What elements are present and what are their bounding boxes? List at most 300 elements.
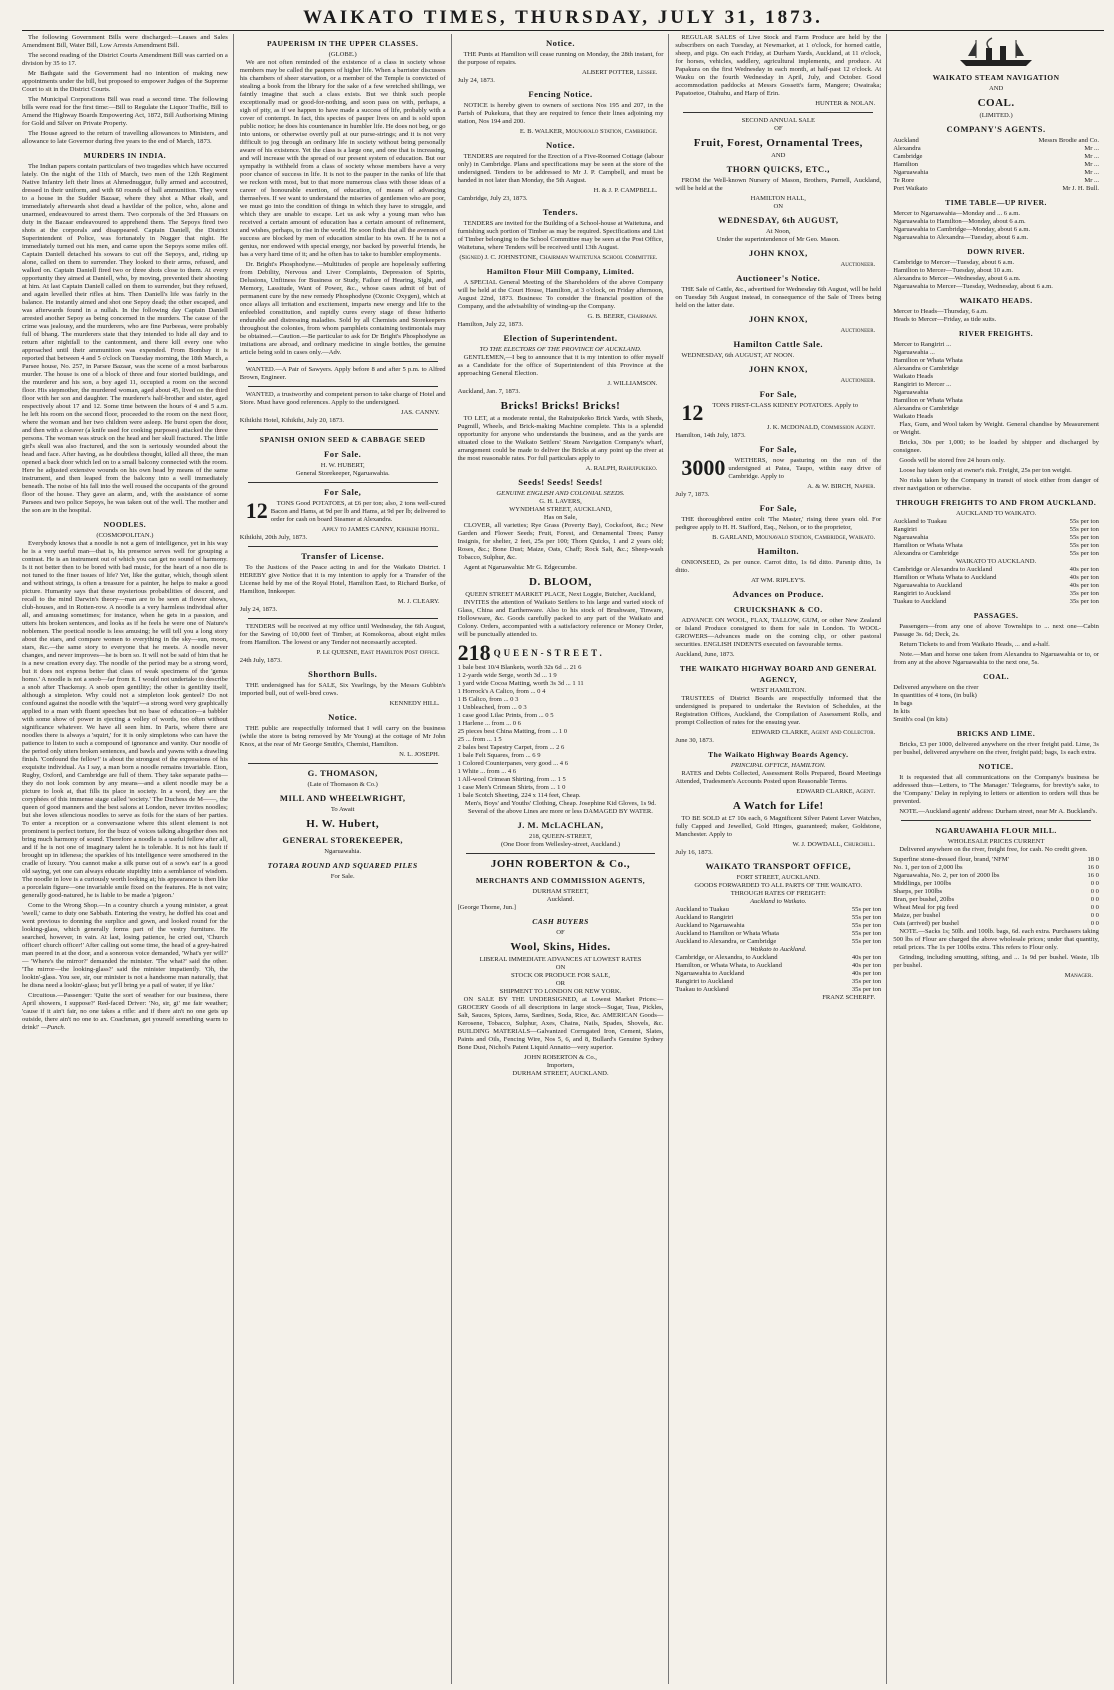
- kennedy-signature: KENNEDY HILL.: [389, 700, 440, 707]
- bloom-address: QUEEN STREET MARKET PLACE, Next Loggie, Butcher, Auckland,: [465, 591, 656, 598]
- through-row-label: Cambridge or Alexandra to Auckland: [893, 566, 993, 573]
- agent-row-label: Te Rore: [893, 177, 915, 184]
- garland-signature: B. GARLAND, Mounavalo Station, Cambridge, Waikato.: [712, 534, 876, 541]
- dowdall-date: July 16, 1873.: [675, 849, 713, 856]
- johnstone-signature: (Signed) J. C. JOHNSTONE, Chairman Waitetuna School Committee.: [459, 254, 658, 261]
- coal-price-heading: COAL.: [983, 672, 1010, 681]
- mill-heading: MILL AND WHEELWRIGHT,: [279, 793, 406, 803]
- regular-sales: REGULAR SALES of Live Stock and Farm Produce are held by the subscribers on each Tuesday, at Newmarket, at 1 o'clock, for horned cattle, sheep, and pigs. On each Friday, at Durham Yards, Auckland, at 11 o'clock, for horses, vehicles, saddlery, agricultural implements, and produce. At Papakura on the first Wednesday in each month, at half-past 12 o'clock. At Wauku on the fourth Wednesday in April, July, and October. Good accommodation paddocks at Messrs Gossett's farm, Mangere; Owairaka; Papatoetoe, Otahuhu, and Harp of Erin.: [675, 34, 882, 97]
- auctioneer: Auctioneer.: [840, 261, 876, 268]
- price-row: [893, 912, 1099, 920]
- price-row: [893, 856, 1099, 864]
- flour-mill-heading: Hamilton Flour Mill Company, Limited.: [486, 267, 635, 276]
- through-row-value: 55s per ton: [1069, 550, 1099, 557]
- quesne-date: 24th July, 1873.: [239, 657, 282, 664]
- agent-row-label: Hamilton: [893, 161, 919, 168]
- down-river-item: Cambridge to Mercer—Tuesday, about 6 a.m.: [893, 259, 1015, 266]
- second-annual: SECOND ANNUAL SALE: [741, 117, 815, 124]
- kidney-num: 12: [681, 400, 704, 425]
- rate-row-value: 55s per ton: [851, 938, 882, 945]
- agent-row: [893, 153, 1099, 161]
- freight-item: Mercer to Rangiriri ...: [893, 341, 952, 348]
- freight-item: Hamilton or Whata Whata: [893, 397, 963, 404]
- seeds-text: CLOVER, all varieties; Rye Grass (Poverty Bay), Cocksfoot, &c.; New Garden and Flower Seeds; Fruit, Forest, and Ornamental Trees; Pansy Insignis, for shelter, 2 feet, 25s per 100; Thorn Quicks, 1 and 2 years old; Roses, &c.; Bone Dust; Maize, Oats, Chaff; Rock Salt, &c.; Sheep-wash Tobacco, Sulphur, &c.: [457, 522, 664, 561]
- queen-street-item: 1 White ... from ... 4 6: [457, 768, 517, 775]
- parliament-paragraph: Mr Bathgate said the Government had no intention of making new appointments under the bill, but proposed to empower Judges of the Supreme Court to sit in the District Courts.: [22, 70, 228, 93]
- bricks-text: TO LET, at a moderate rental, the Rahuipukeko Brick Yards, with Sheds, Pugmill, Wheels, and Brick-making Machine complete. This is a splendid opportunity for anyone who understands the business, and as the yards are situated close to the Waikato Settlers' Steam Navigation Company's wharf, arrangement could be made to deliver the Bricks at any point up the river at the most reasonable rates. For full particulars apply to: [457, 415, 664, 462]
- clarke-signature-2: EDWARD CLARKE, Agent.: [796, 788, 876, 795]
- kidney-text: [675, 400, 881, 425]
- down-river-item: Ngaruawahia to Mercer—Tuesday, Wednesday, about 6 a.m.: [893, 283, 1053, 290]
- hunter-signature: HUNTER & NOLAN.: [815, 100, 876, 107]
- wrong-shop-text: Come to the Wrong Shop.—In a country church a young minister, a great 'swell,' came to duty one Sabbath. Entering the vestry, he doffed his coat and went previous to donning the surplice and gown, and looked round for the looking-glass, which generally forms part of the vestry furniture. He searched, however, in vain. At last, losing patience, he cried out, 'Church officer! church officer!' After calling out some time, the head of a grey-haired man peered in at the door, and a sonorous voice demanded, 'What's yer will?' — 'Where's the mirror?' demanded the minister. 'The what?' said the other. 'The mirror—the looking-glass?' said the minister impatiently. 'Oh, the lookin'-glass. You see, sir, our minister is not a handsome man naturally, that he disna need a lookin'-glass; but ye'll bring ye a pail of water, if ye like.': [22, 902, 228, 989]
- queen-street-item: 1 Harlene ... from ... 0 6: [457, 720, 521, 727]
- up-river-item: Ngaruawahia to Alexandra—Tuesday, about 6 a.m.: [893, 234, 1029, 241]
- mclachlan-near: (One Door from Wellesley-street, Auckland.): [500, 841, 621, 848]
- rate-row-value: 40s per ton: [851, 954, 882, 961]
- price-row-label: Ngaruawahia, No. 2, per ton of 2000 lbs: [893, 872, 1000, 879]
- kidney-body: TONS FIRST-CLASS KIDNEY POTATOES. Apply to: [712, 402, 859, 409]
- wethers-for-sale: For Sale,: [759, 444, 797, 454]
- lavers-address: WYNDHAM STREET, AUCKLAND,: [509, 506, 612, 513]
- column-4: [675, 34, 887, 1684]
- divider: [248, 361, 438, 362]
- through-row-label: Rangiriri to Auckland: [893, 590, 951, 597]
- rate-row: [675, 986, 881, 994]
- knox-name-2: JOHN KNOX,: [748, 314, 808, 324]
- coal-heading: COAL.: [977, 97, 1015, 109]
- freight-item: Alexandra or Cambridge: [893, 365, 959, 372]
- auctioneer-2: Auctioneer.: [840, 327, 876, 334]
- goods-stored: Goods will be stored free 24 hours only.: [899, 457, 1005, 464]
- lime-heading: BRICKS AND LIME.: [956, 729, 1036, 738]
- through-row-value: 35s per ton: [1069, 598, 1099, 605]
- stock: STOCK OR PRODUCE FOR SALE,: [510, 972, 610, 979]
- agent-row-label: Auckland: [893, 137, 919, 144]
- canny-signature: JAS. CANNY.: [401, 409, 440, 416]
- freight-item: Ngaruawahia: [893, 389, 929, 396]
- freight-item: Ngaruawahia ...: [893, 349, 935, 356]
- queen-street-item: 1 Unbleached, from ... 0 3: [457, 704, 527, 711]
- clarke-date: June 30, 1873.: [675, 737, 714, 744]
- price-row-label: Middlings, per 100lbs: [893, 880, 952, 887]
- circuitous-text: [22, 992, 228, 1032]
- price-row: [893, 864, 1099, 872]
- or: OR: [555, 980, 566, 987]
- through-row: [893, 518, 1099, 526]
- cattle-sale-text: WEDNESDAY, 6th AUGUST, AT NOON.: [681, 352, 795, 359]
- wethers-num: 3000: [681, 455, 726, 480]
- hamilton-heading: Hamilton.: [757, 546, 800, 556]
- rate-row-label: Ngaruawahia to Auckland: [675, 970, 745, 977]
- apply-canny: Apply to JAMES CANNY, Kihikihi Hotel.: [321, 526, 440, 533]
- of: OF: [556, 929, 565, 936]
- rate-row-label: Auckland to Alexandra, or Cambridge: [675, 938, 777, 945]
- price-list: [893, 856, 1099, 928]
- manager-signature: Manager.: [1064, 972, 1093, 979]
- through-row: [893, 566, 1099, 574]
- noodles-source: (COSMOPOLITAN.): [96, 532, 154, 539]
- wool-skins: Wool, Skins, Hides.: [510, 941, 611, 953]
- and: AND: [771, 152, 786, 159]
- queen-street-item: 1 yard wide Cocoa Matting, worth 3s 3d ... 1 11: [457, 680, 584, 687]
- queen-street-item: 25 pieces best China Matting, from ... 1 0: [457, 728, 568, 735]
- freight-item: Alexandra or Cambridge: [893, 405, 959, 412]
- queen-street-item: 1 case Men's Crimean Shirts, from ... 1 0: [457, 784, 566, 791]
- price-row: [893, 896, 1099, 904]
- freight-item: Rangiriri to Mercer ...: [893, 381, 952, 388]
- rate-row-label: Auckland to Ngaruawahia: [675, 922, 745, 929]
- tenders-text: TENDERS will be received at my office until Wednesday, the 6th August, for the Sawing of 10,000 feet of Timber, at Komokoroa, about eight miles from Hamilton. The lowest or any Tender not necessarily accepted.: [239, 623, 446, 646]
- through-row-label: Ngaruawahia to Auckland: [893, 582, 963, 589]
- note-3: NOTE.—Sacks 1s; 50lb. and 100lb. bags, 6d. each extra. Purchasers taking 500 lbs of Flour are charged the above wholesale prices; under that quantity, retail prices. The 1s per 100lbs extra. This refers to Flour only.: [893, 928, 1099, 951]
- through-row-value: 35s per ton: [1069, 590, 1099, 597]
- onions-text: ONIONSEED, 2s per ounce. Carrot ditto, 1s 6d ditto. Parsnip ditto, 1s ditto.: [675, 559, 882, 574]
- agent-row-label: Port Waikato: [893, 185, 928, 192]
- through-row-value: 40s per ton: [1069, 574, 1099, 581]
- price-row-value: 0 0: [1090, 904, 1099, 911]
- ralph-signature: A. RALPH, Rahuipukeko.: [585, 465, 658, 472]
- rate-row-label: Rangiriri to Auckland: [675, 978, 733, 985]
- freights-heading: RIVER FREIGHTS.: [958, 329, 1034, 338]
- queen-street-item: 25 ... from ... 1 5: [457, 736, 502, 743]
- price-row-label: Oats (arrived) per bushel: [893, 920, 959, 927]
- thomason-late: (Late of Thomason & Co.): [307, 781, 378, 788]
- williamson-signature: J. WILLIAMSON.: [607, 380, 658, 387]
- through-row: [893, 590, 1099, 598]
- bloom-text: INVITES the attention of Waikato Settlers to his large and varied stock of Glass, China and Earthenware. Also to his stock of Brushware, Tinware, Hollowware, &c. Goods carefully packed to any part of the Waikato and Colony. Orders, accompanied with a satisfactory reference or Money Order, will be punctually attended to.: [457, 599, 664, 638]
- wanted-sawyers: WANTED.—A Pair of Sawyers. Apply before 8 and after 5 p.m. to Alfred Brown, Engineer.: [239, 366, 446, 381]
- up-river-item: Mercer to Ngaruawahia—Monday and ... 6 a.m.: [893, 210, 1021, 217]
- fencing-text: NOTICE is hereby given to owners of sections Nos 195 and 207, in the Parish of Pukekura, that they are required to fence their lines adjoining my station, Nos 194 and 200.: [457, 102, 664, 125]
- cottage-heading: Notice.: [545, 140, 575, 150]
- lavers-name: G. H. LAVERS,: [539, 498, 582, 505]
- through-row-value: 55s per ton: [1069, 526, 1099, 533]
- kidney-for-sale: For Sale,: [759, 389, 797, 399]
- wanted-hotel: WANTED, a trustworthy and competent person to take charge of Hotel and Store. Must have good references. Apply to the undersigned.: [239, 391, 446, 406]
- potatoes-num: 12: [245, 498, 268, 523]
- note-text: Note.—Man and horse one taken from Alexandra to Ngaruawahia or to, or from any at the above Ngaruawahia to the next one, 5s.: [893, 651, 1099, 666]
- queen-street-item: 1 case good Lilac Prints, from ... 0 5: [457, 712, 554, 719]
- note-2: NOTE.—Auckland agents' address: Durham street, near Mr A. Buckland's.: [899, 808, 1098, 815]
- through-row-label: Ngaruawahia: [893, 534, 929, 541]
- ripley: AT WM. RIPLEY'S.: [751, 577, 806, 584]
- shorthorn-text: THE undersigned has for SALE, Six Yearlings, by the Messrs Gubbin's imported bull, out of well-bred cows.: [239, 682, 446, 697]
- wednesday: WEDNESDAY, 6th AUGUST,: [718, 215, 839, 225]
- divider: [248, 618, 438, 619]
- and: AND: [988, 85, 1004, 92]
- queen-street-item: 1 Horrock's A Calico, from ... 0 4: [457, 688, 546, 695]
- pauperism-heading: PAUPERISM IN THE UPPER CLASSES.: [267, 39, 419, 48]
- murders-text: The Indian papers contain particulars of two tragedies which have occurred lately. On the night of the 11th of March, two men of the 12th Regiment Native Infantry left their lines at Ahmednuggur, fully armed and accoutred, dressed in their uniform, and with 60 rounds of ball ammunition. They went to a house in the Sudder Bazaar, where they shot a Mhar ekali, and immediately afterwards shot dead a havildar of the police, who, alone and unarmed, endeavoured to arrest them. Two corporals of the 3rd Hussars on duty in the Bazaar endeavoured to apprehend them. The Sepoys fired two shots at the corporals and disappeared. Captain Daniell, the District Superintendent of Police, was fortunately in Nugger that night. He immediately turned out his men, and came upon the Sepoys some miles off. Captain Daniell detached his sowars to cut off the Sepoys, and, riding up alone, called on them to surrender. They looked to their arms, refused, and walked on. Captain Daniell fired two or three shots close to them. At every opportunity they aimed at Daniell, who, by moving, prevented their shooting at him. At last Captain Daniell called on them to surrender, but they refused, and again levelled their rifles at him. Then Daniell's life was fairly in the balance. He instantly aimed and shot one Sepoy dead; the other escaped, and was afterwards found in a nullah. In the following day Captain Daniell arrested another Sepoy as being concerned in the murders. The cause of the crime was jealousy, and the murderers, who are fine Purbeeas, were probably full of bhang. The murderers state that they intended to hide all day and to return after nightfall to the cantonment, and there kill every one who approached until their ammunition was expended. From Bombay it is reported that between 4 and 5 o'clock on Tuesday morning, the 18th March, a Parsee house, No. 257, in Parsee Bazaar, was the scene of a most barbarous murder. The house is one of a block of three and four storied buildings, and the murderer and his son, a boy aged 11, occupied a room on the second floor. His stepmother, the murdered woman, aged about 45, lived on the third floor with her son and daughter. The murderer's half-brother and sister, aged respectively about 17 and 12. Some time between the hours of 4 and 5 a.m. he left his room on the second floor, proceeded to the room on the next floor, where the woman and her two children were asleep. He burst open the door, and then with a cleaver (a knife used for cooking purposes) attacked the three persons. The woman was struck on the head and her skull fractured. The little girl's skull was also fractured, and the son is seriously wounded about the head and face. After having, as he doubtless thought, killed all three, the man opened a back door which led on to a small balcony connected with the room. Here he adjusted extensive wounds on his own head by means of the same instrument, and then leaped from the balcony into a well immediately beneath. The noise of his fall into the well roused the occupants of the ground floor of the house. They gave an alarm, and, with the assistance of some Parsees and two police Sepoys, he was taken out of the well. The mother and the son are in the hospital.: [22, 163, 228, 514]
- column-5: [893, 34, 1104, 1684]
- master-for-sale: For Sale,: [759, 503, 797, 513]
- genuine-seeds: GENUINE ENGLISH AND COLONIAL SEEDS.: [496, 490, 625, 497]
- cash-buyers: CASH BUYERS: [532, 917, 589, 926]
- on: ON: [555, 964, 566, 971]
- agent-row-value: Messrs Brodie and Co.: [1038, 137, 1099, 144]
- rate-row-value: 55s per ton: [851, 922, 882, 929]
- rate-row: [675, 954, 881, 962]
- through-row-label: Auckland to Tuakau: [893, 518, 947, 525]
- through-row-value: 40s per ton: [1069, 566, 1099, 573]
- wethers-text: [675, 457, 881, 481]
- queen-street-header: [458, 642, 664, 664]
- bricks-heading: Bricks! Bricks! Bricks!: [500, 400, 621, 412]
- hubert-title: General Storekeeper, Ngaruawahia.: [295, 470, 390, 477]
- notice-text: THE public are respectfully informed that I will carry on the business (while the store is being removed by Mr Young) at the cottage of Mr John Knox, at the rear of Mr George Smith's, Chemist, Hamilton.: [239, 725, 446, 748]
- price-row: [893, 880, 1099, 888]
- masthead: WAIKATO TIMES, THURSDAY, JULY 31, 1873.: [22, 6, 1104, 31]
- agent-row-value: Mr J. H. Bull.: [1062, 185, 1099, 192]
- master-text: THE thoroughbred entire colt 'The Master,' rising three years old. For pedigree apply to H. H. Stafford, Esq., Nelson, or to the proprietor,: [675, 516, 882, 531]
- through-row: [893, 542, 1099, 550]
- passages-text: Passengers—from any one of above Townships to ... next one—Cabin Passage 3s. 6d; Deck, 2s.: [893, 623, 1099, 638]
- murders-heading: MURDERS IN INDIA.: [83, 151, 167, 160]
- west-hamilton: WEST HAMILTON.: [750, 687, 807, 694]
- advances-text: ADVANCE ON WOOL, FLAX, TALLOW, GUM, or other New Zealand or Island Produce consigned to them for sale in London. To WOOL-GROWERS—Advances made on the coming clip, or other pastoral securities. ENGLISH INDENTS executed on favourable terms.: [675, 617, 882, 648]
- price-row-value: 0 0: [1090, 920, 1099, 927]
- birch-signature: A. & W. BIRCH, Napier.: [807, 483, 876, 490]
- license-text: To the Justices of the Peace acting in and for the Waikato District. I HEREBY give Notice that it is my intention to apply for a Transfer of the License held by me of the Royal Hotel, Hamilton East, to Richard Burke, of Hamilton, Innkeeper.: [239, 564, 446, 595]
- heads-heading: WAIKATO HEADS.: [959, 296, 1033, 305]
- importers: Importers,: [546, 1062, 575, 1069]
- cleary-signature: M. J. CLEARY.: [397, 598, 440, 605]
- coal-item: Smith's coal (in kits): [893, 716, 948, 723]
- gen-store: GENERAL STOREKEEPER,: [282, 835, 404, 845]
- price-row-value: 0 0: [1090, 888, 1099, 895]
- of: OF: [774, 125, 783, 132]
- agent-row: [893, 145, 1099, 153]
- lime-text: Bricks, £3 per 1000, delivered anywhere on the river freight paid. Lime, 3s per bushel, delivered anywhere on the river, freight paid; bags, 1s each extra.: [893, 741, 1099, 756]
- down-river-item: Alexandra to Mercer—Wednesday, about 6 a.m.: [893, 275, 1021, 282]
- heads-item: Heads to Mercer—Friday, as tide suits.: [893, 316, 997, 323]
- auctioneer-notice-text: THE Sale of Cattle, &c., advertised for Wednesday 6th August, will be held on Tuesday 5th August instead, in consequence of the Sale of Trees being held on the latter date.: [675, 286, 882, 309]
- scherff-signature: FRANZ SCHERFF.: [822, 994, 876, 1001]
- divider: [248, 386, 438, 387]
- goods-forwarded: GOODS FORWARDED TO ALL PARTS OF THE WAIKATO.: [694, 882, 863, 889]
- watch-heading: A Watch for Life!: [732, 800, 824, 812]
- rate-row-value: 55s per ton: [851, 906, 882, 913]
- price-row: [893, 872, 1099, 880]
- parliament-paragraph: The second reading of the District Courts Amendment Bill was carried on a division by 35 to 17.: [22, 52, 228, 67]
- ngaruawahia: Ngaruawahia.: [324, 848, 362, 855]
- superintendence: Under the superintendence of Mr Geo. Mason.: [716, 236, 840, 243]
- sale-text: ON SALE BY THE UNDERSIGNED, at Lowest Market Prices:—GROCERY Goods of all descriptions in large stock—Sugar, Teas, Pickles, Salt, Sauces, Spices, Jams, Sardines, Soda, Rice, &c. AMERICAN Goods—Kerosene, Tobacco, Sulphur, Axes, Chains, Nails, Spades, Shovels, &c. BUILDING MATERIALS—Galvanized Corrugated Iron, Cement, Slates, Paints and Oils, Fencing Wire, Nos 5, 6, and 8, Bullard's Genuine Sydney Bone Dust, Nichol's Patent Liquid Annatto—very superior.: [457, 996, 664, 1051]
- auck-to-waikato: AUCKLAND TO WAIKATO.: [955, 510, 1037, 517]
- queen-street-label: QUEEN-STREET.: [493, 648, 605, 658]
- through-row-value: 55s per ton: [1069, 534, 1099, 541]
- company-notice-heading: NOTICE.: [978, 762, 1014, 771]
- delivered-text: Delivered anywhere on the river, freight free, for cash. No credit given.: [899, 846, 1088, 853]
- up-river-item: Ngaruawahia to Cambridge—Monday, about 6 a.m.: [893, 226, 1031, 233]
- grinding-text: Grinding, including smutting, sifting, and ... 1s 9d per bushel. Waste, 1lb per bushel.: [893, 954, 1099, 969]
- agent-row: [893, 177, 1099, 185]
- watch-text: TO BE SOLD at £7 10s each, 6 Magnificent Silver Patent Lever Watches, fully Capped and Jewelled, Gold Hinges, guaranteed; maker, Goldstone, Manchester. Apply to: [675, 815, 882, 838]
- divider: [248, 546, 438, 547]
- coal-item: Delivered anywhere on the river: [893, 684, 979, 691]
- hubert-name: H. W. HUBERT,: [320, 462, 365, 469]
- through-row-value: 55s per ton: [1069, 518, 1099, 525]
- bricks-text: Bricks, 30s per 1,000; to be loaded by shipper and discharged by consignee.: [893, 439, 1099, 454]
- through-row: [893, 574, 1099, 582]
- rates-list-2: [675, 954, 881, 994]
- heads-list: [893, 308, 1099, 324]
- freight-item: Waikato Heads: [893, 373, 934, 380]
- price-row-value: 0 0: [1090, 912, 1099, 919]
- totara-for-sale: For Sale.: [330, 873, 355, 880]
- queen-street-item: 1 bale Felt Squares, from ... 6 9: [457, 752, 541, 759]
- column-3: [458, 34, 670, 1684]
- parliament-paras: [22, 34, 228, 146]
- cleary-date: July 24, 1873.: [239, 606, 278, 613]
- queen-street-item: 1 2-yards wide Serge, worth 3d ... 1 9: [457, 672, 557, 679]
- advances-heading: Advances on Produce.: [732, 589, 824, 599]
- passages-heading: PASSAGES.: [973, 611, 1019, 620]
- steam-heading: WAIKATO STEAM NAVIGATION: [932, 73, 1060, 82]
- column-2: [240, 34, 452, 1684]
- divider: [683, 112, 873, 113]
- agent-row-value: Mr ...: [1084, 161, 1099, 168]
- punts-text: THE Punts at Hamilton will cease running on Monday, the 28th instant, for the purpose of repairs.: [457, 51, 664, 66]
- fencing-heading: Fencing Notice.: [528, 89, 593, 99]
- rate-row: [675, 922, 881, 930]
- beere-date: Hamilton, July 22, 1873.: [457, 321, 524, 328]
- pauperism-source: (GLOBE.): [328, 51, 357, 58]
- through-row-label: Hamilton or Whata Whata: [893, 542, 963, 549]
- flax-text: Flax, Gum, and Wool taken by Weight. General chandise by Measurement or Weight.: [893, 421, 1099, 436]
- agent-row-value: Mr ...: [1084, 177, 1099, 184]
- seed-for-sale: For Sale.: [324, 449, 362, 459]
- seeds-agent: Agent at Ngaruawahia: Mr G. Edgecumbe.: [463, 564, 577, 571]
- rate-row-value: 40s per ton: [851, 962, 882, 969]
- merchants: MERCHANTS AND COMMISSION AGENTS,: [475, 876, 646, 885]
- clarke-signature: EDWARD CLARKE, Agent and Collector.: [751, 729, 876, 736]
- agent-row: [893, 161, 1099, 169]
- circuitous-body: Circuitous.—Passenger: 'Quite the sort of weather for our business, there April showers, I suppose?' Red-faced Driver: 'No, sir, gi' me fair weather; 'cause if it ain't fair, no one takes a rifle: and if there ain't no one gets up outside, there ain't no one to ax. Coachman, get yourself something warm to drink!': [22, 992, 228, 1031]
- liberal: LIBERAL IMMEDIATE ADVANCES AT LOWEST RATES: [479, 956, 642, 963]
- noodles-heading: NOODLES.: [103, 520, 147, 529]
- limited: (LIMITED.): [979, 112, 1013, 119]
- queen-street-item: 1 Colored Counterpanes, very good ... 4 6: [457, 760, 569, 767]
- through-list-2: [893, 566, 1099, 606]
- knox-name-3: JOHN KNOX,: [748, 364, 808, 374]
- auctioneer-3: Auctioneer.: [840, 377, 876, 384]
- queen-street-list: [458, 664, 664, 800]
- hamilton-hall: HAMILTON HALL,: [750, 195, 806, 202]
- thomason-name: G. THOMASON,: [307, 768, 378, 778]
- rate-row-value: 55s per ton: [851, 914, 882, 921]
- election-text: GENTLEMEN,—I beg to announce that it is my intention to offer myself as a Candidate for the office of Superintendent of this Province at the approaching General Election.: [457, 354, 664, 377]
- up-river-list: [893, 210, 1099, 242]
- up-river-item: Ngaruawahia to Hamilton—Monday, about 6 a.m.: [893, 218, 1026, 225]
- coal-item: In quantities of 4 tons, (in bulk): [893, 692, 977, 699]
- through-row-label: Alexandra or Cambridge: [893, 550, 959, 557]
- walker-signature: E. B. WALKER, Mounavalo Station, Cambridge.: [519, 128, 658, 135]
- steamship-icon: [893, 36, 1099, 68]
- tenders-heading: Tenders.: [542, 207, 579, 217]
- price-row-value: 18 0: [1087, 856, 1099, 863]
- principal-office: PRINCIPAL OFFICE, HAMILTON.: [730, 762, 826, 769]
- license-heading: Transfer of License.: [301, 551, 385, 561]
- price-row-label: Wheat Meal for pig feed: [893, 904, 958, 911]
- potter-date: July 24, 1873.: [457, 77, 495, 84]
- parliament-paragraph: The Municipal Corporations Bill was read a second time. The following bills were read for the first time:—Bill to Regulate the Liquor Traffic, Bill to Amend the Highway Boards Empowering Act, 1872, Bill Authorising Mining for Gold and Silver on Private Property.: [22, 96, 228, 127]
- price-row: [893, 920, 1099, 928]
- seed-heading: SPANISH ONION SEED & CABBAGE SEED: [259, 435, 426, 444]
- mclachlan-address: 218, QUEEN-STREET,: [528, 833, 593, 840]
- fruit-trees: Fruit, Forest, Ornamental Trees,: [693, 137, 863, 149]
- coal-item: In kits: [893, 708, 910, 715]
- waikato-to-auck: Waikato to Auckland.: [750, 946, 807, 953]
- rate-row: [675, 914, 881, 922]
- rate-row: [675, 978, 881, 986]
- company-notice-text: It is requested that all communications on the Company's business be addressed thus—Letters, to 'The Manager.' Telegrams, for brevity's sake, to the 'Company.' Delay in replying to letters or attention to orders will thus be prevented.: [893, 774, 1099, 805]
- rate-row: [675, 970, 881, 978]
- agent-row-value: Mr ...: [1084, 145, 1099, 152]
- queen-street-item: 1 bale Scotch Sheeting, 224 x 114 feet, Cheap.: [457, 792, 581, 799]
- shipment: SHIPMENT TO LONDON OR NEW YORK.: [499, 988, 622, 995]
- rate-row-label: Cambridge, or Alexandra, to Auckland: [675, 954, 778, 961]
- heads-item: Mercer to Heads—Thursday, 6 a.m.: [893, 308, 988, 315]
- canny-date: Kihikihi, 20th July, 1873.: [239, 534, 308, 541]
- freight-item: Hamilton or Whata Whata: [893, 357, 963, 364]
- through-row: [893, 526, 1099, 534]
- canny-address: Kihikihi Hotel, Kihikihi, July 20, 1873.: [239, 417, 345, 424]
- through-row: [893, 598, 1099, 606]
- electors: TO THE ELECTORS OF THE PROVINCE OF AUCKLAND.: [479, 346, 642, 353]
- through-row-value: 40s per ton: [1069, 582, 1099, 589]
- rate-row: [675, 906, 881, 914]
- price-row-label: Maize, per bushel: [893, 912, 941, 919]
- agent-row-value: Mr ...: [1084, 169, 1099, 176]
- through-row: [893, 550, 1099, 558]
- through-list-1: [893, 518, 1099, 558]
- through-row-label: Tuakau to Auckland: [893, 598, 947, 605]
- auck-to-waikato: Auckland to Waikato.: [750, 898, 807, 905]
- rate-row-label: Hamilton, or Whata Whata, to Auckland: [675, 962, 782, 969]
- durham-signature: DURHAM STREET, AUCKLAND.: [512, 1070, 609, 1077]
- potter-signature: ALBERT POTTER, Lessee.: [582, 69, 658, 76]
- damaged-note: Several of the above Lines are more or less DAMAGED BY WATER.: [468, 808, 653, 815]
- punts-heading: Notice.: [545, 38, 575, 48]
- joseph-signature: N. L. JOSEPH.: [399, 751, 440, 758]
- queen-street-item: 2 bales best Tapestry Carpet, from ... 2 6: [457, 744, 565, 751]
- totara-piles: TOTARA ROUND AND SQUARED PILES: [267, 861, 418, 870]
- agent-row: [893, 185, 1099, 193]
- through-row-label: Hamilton or Whata Whata to Auckland: [893, 574, 997, 581]
- down-river-heading: DOWN RIVER.: [967, 247, 1025, 256]
- queen-street-number: 218: [457, 640, 491, 665]
- agent-row-label: Ngaruawahia: [893, 169, 929, 176]
- price-row-label: Sharps, per 100lbs: [893, 888, 943, 895]
- column-1: [22, 34, 234, 1684]
- wholesale-heading: WHOLESALE PRICES CURRENT: [947, 838, 1045, 845]
- price-row-value: 16 0: [1087, 872, 1099, 879]
- dowdall-signature: W. J. DOWDALL, Churchill.: [792, 841, 876, 848]
- price-row-label: Superfine stone-dressed flour, brand, 'NFM': [893, 856, 1009, 863]
- through-heading: THROUGH FREIGHTS TO AND FROM AUCKLAND.: [895, 498, 1097, 507]
- auckland: Auckland.: [546, 896, 575, 903]
- rate-row-label: Auckland to Tuakau: [675, 906, 729, 913]
- freight-item: Waikato Heads: [893, 413, 934, 420]
- bloom-name: D. BLOOM,: [529, 576, 592, 588]
- phosphodyne-ad: Dr. Bright's Phosphodyne.—Multitudes of people are hopelessly suffering from Debility, Nervous and Liver Complaints, Depression of Spirits, Delusions, Unfitness for Business or Study, Failure of Hearing, Sight, and Memory, Lassitude, Want of Power, &c., whose cases admit of but of permanent cure by the new remedy Phosphodyne (Ozonic Oxygen), which at once allays all irritation and excitement, imparts new energy and life to the enfeebled constitution, and rapidly cures every stage of these hitherto endurable and distressing maladies. Sold by all Chemists and Storekeepers throughout the colonies, from whom pamphlets containing testimonials may be obtained.—Caution.—Be particular to ask for Dr Bright's Phosphodyne as imitations are abroad, and ordinary medicine in single bottles, the genuine article being sold in cases only.—Adv.: [239, 261, 446, 356]
- price-row-value: 0 0: [1090, 896, 1099, 903]
- parliament-paragraph: The House agreed to the return of travelling allowances to Ministers, and allowance to late Governor during five years to the end of March, 1873.: [22, 130, 228, 145]
- parliament-paragraph: The following Government Bills were discharged:—Leases and Sales Amendment Bill, Water Bill, Low Arrests Amendment Bill.: [22, 34, 228, 49]
- price-row-value: 16 0: [1087, 864, 1099, 871]
